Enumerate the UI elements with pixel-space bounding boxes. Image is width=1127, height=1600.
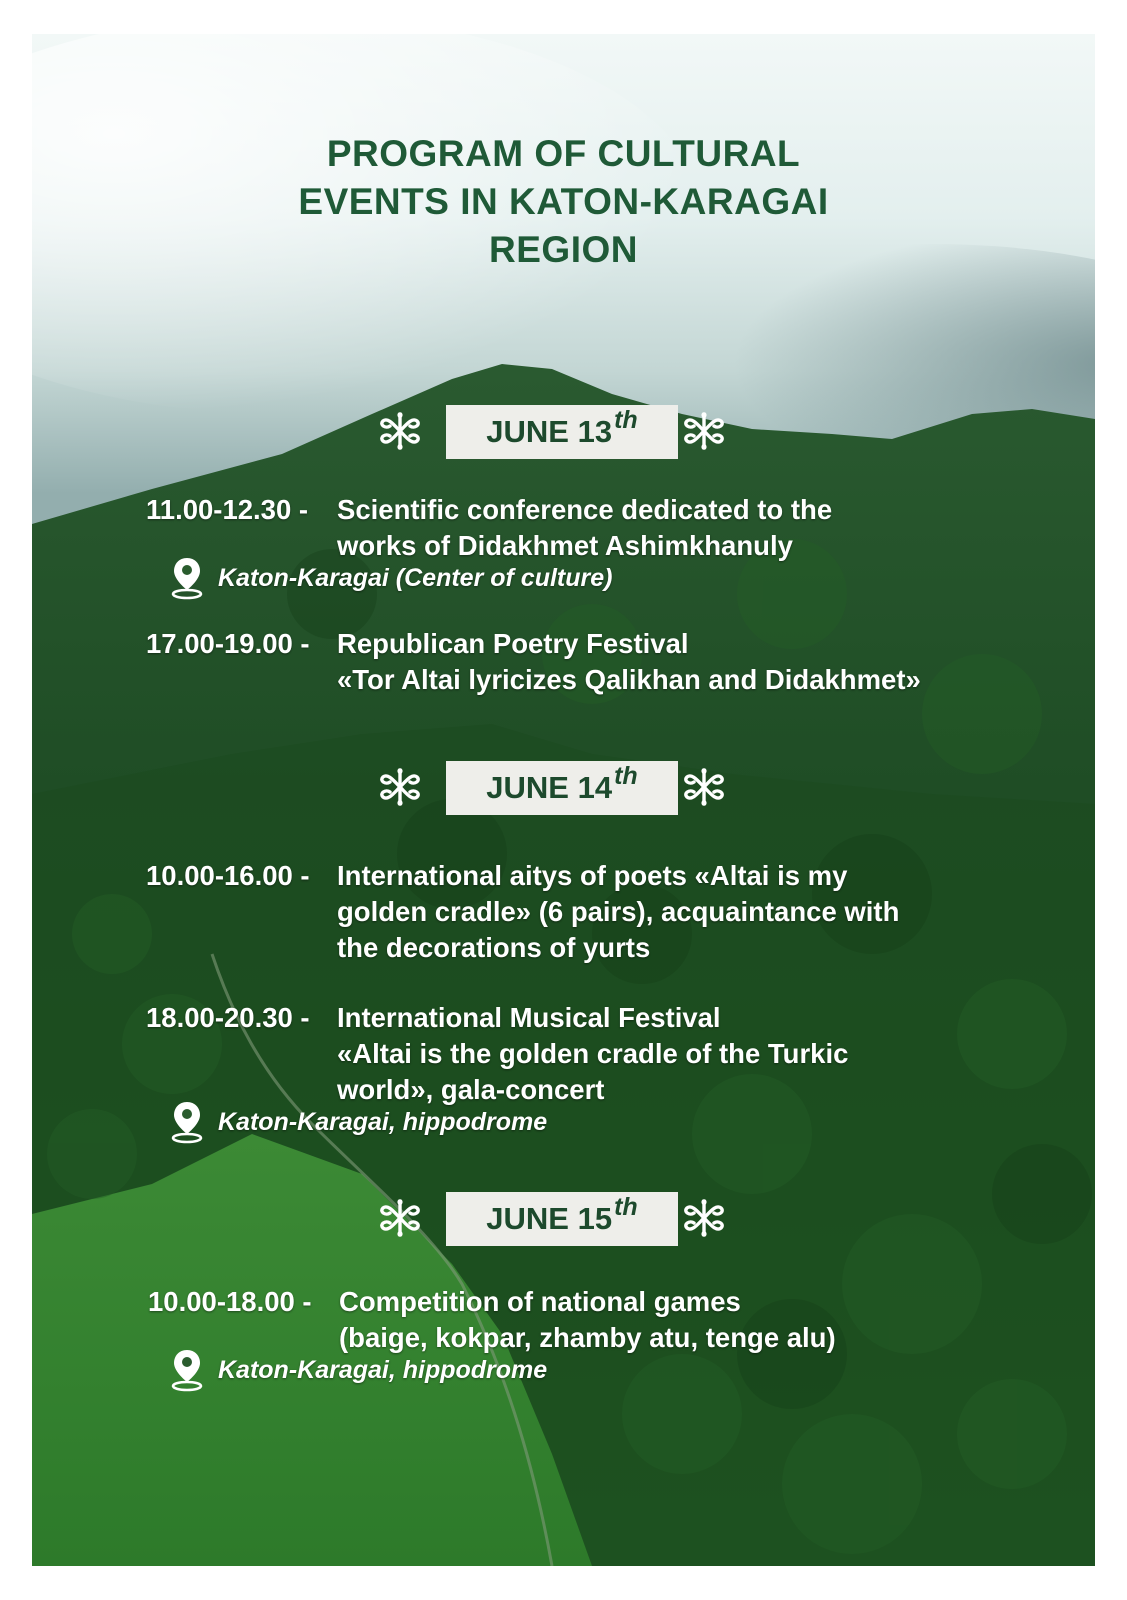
map-pin-icon: [170, 1348, 204, 1392]
event-time: 11.00-12.30 -: [146, 494, 309, 525]
date-text: JUNE 13: [486, 414, 613, 449]
title-line: EVENTS IN KATON-KARAGAI: [298, 181, 829, 222]
event-description: International aitys of poets «Altai is my golden cradle» (6 pairs), acquaintance with the decorations of yurts: [337, 860, 900, 963]
event-location: Katon-Karagai, hippodrome: [170, 1348, 547, 1392]
kazakh-ornament-icon: [682, 765, 726, 809]
event-time: 17.00-19.00 -: [146, 628, 310, 659]
kazakh-ornament-icon: [378, 1196, 422, 1240]
event-time: 18.00-20.30 -: [146, 1002, 310, 1033]
date-label: [446, 1192, 678, 1246]
date-label: [446, 761, 678, 815]
date-text: JUNE 15: [486, 1201, 613, 1236]
event-description: Competition of national games (baige, kokpar, zhamby atu, tenge alu): [339, 1286, 836, 1353]
event-location: Katon-Karagai, hippodrome: [170, 1100, 547, 1144]
title-line: PROGRAM OF CULTURAL: [326, 133, 801, 174]
date-text: JUNE 14: [486, 770, 613, 805]
event-description: Scientific conference dedicated to the works of Didakhmet Ashimkhanuly: [337, 494, 833, 561]
date-header: [32, 755, 1095, 815]
date-header: [32, 1186, 1095, 1246]
event-time: 10.00-18.00 -: [148, 1286, 312, 1317]
event-location: Katon-Karagai (Center of culture): [170, 556, 612, 600]
title-line: REGION: [489, 229, 638, 270]
event-description: International Musical Festival «Altai is the golden cradle of the Turkic world», gala-concert: [337, 1002, 849, 1105]
event-time: 10.00-16.00 -: [146, 860, 310, 891]
map-pin-icon: [170, 556, 204, 600]
kazakh-ornament-icon: [378, 765, 422, 809]
event-description: Republican Poetry Festival «Tor Altai lyricizes Qalikhan and Didakhmet»: [337, 628, 921, 695]
kazakh-ornament-icon: [682, 1196, 726, 1240]
date-label: [446, 405, 678, 459]
map-pin-icon: [170, 1100, 204, 1144]
poster: [32, 34, 1095, 1566]
date-header: [32, 399, 1095, 459]
page-title: [32, 130, 1095, 274]
date-suffix: th: [614, 405, 638, 434]
date-suffix: th: [614, 761, 638, 790]
kazakh-ornament-icon: [682, 409, 726, 453]
kazakh-ornament-icon: [378, 409, 422, 453]
date-suffix: th: [614, 1192, 638, 1221]
